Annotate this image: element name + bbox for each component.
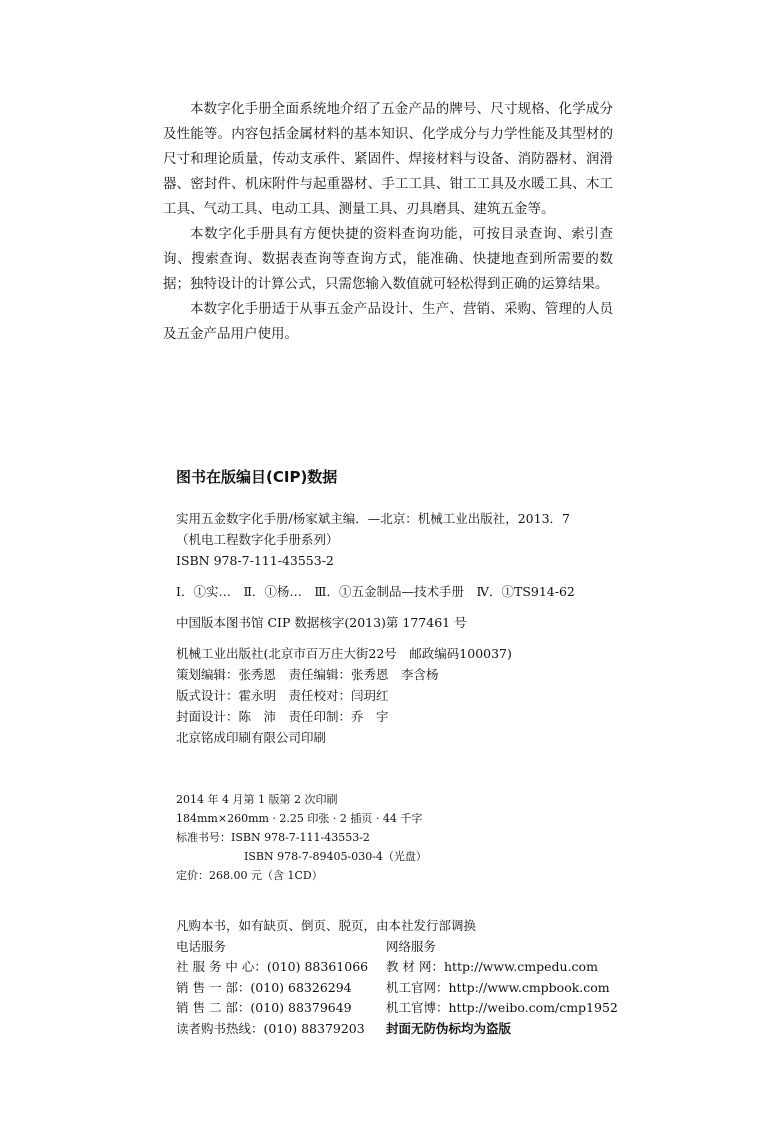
cip-title: 图书在版编目(CIP)数据 [176, 468, 338, 486]
format-line: 184mm×260mm · 2.25 印张 · 2 插页 · 44 千字 [176, 812, 423, 825]
cip-series-line: （机电工程数字化手册系列） [176, 532, 339, 547]
book-description [163, 97, 613, 347]
editors-line: 策划编辑：张秀恩 责任编辑：张秀恩 李含杨 [176, 667, 439, 682]
cip-classification: Ⅰ．①实… Ⅱ．①杨… Ⅲ．①五金制品—技术手册 Ⅳ．①TS914-62 [176, 584, 575, 599]
print-info [176, 790, 427, 885]
edition-line: 2014 年 4 月第 1 版第 2 次印刷 [176, 793, 338, 806]
web-entry: 机工官网：http://www.cmpbook.com [386, 979, 610, 995]
service-row [176, 978, 646, 999]
intro-paragraph: 本数字化手册全面系统地介绍了五金产品的牌号、尺寸规格、化学成分及性能等。内容包括金属材料的基本知识、化学成分与力学性能及其型材的尺寸和理论质量，传动支承件、紧固件、焊接材料与设备、消防器材、润滑器、密封件、机床附件与起重器材、手工工具、钳工工具及水暖工具、木工工具、气动工具、电动工具、测量工具、刃具磨具、建筑五金等。 [163, 101, 613, 217]
cip-bibliographic-line: 实用五金数字化手册/杨家斌主编．—北京：机械工业出版社，2013．7 [176, 511, 570, 526]
cip-number: 中国版本图书馆 CIP 数据核字(2013)第 177461 号 [176, 615, 467, 630]
web-entry: 机工官博：http://weibo.com/cmp1952 [386, 1000, 618, 1015]
phone-entry: 销 售 一 部：(010) 68326294 [176, 979, 352, 995]
publisher-line: 机械工业出版社(北京市百万庄大街22号 邮政编码100037) [176, 646, 512, 661]
anti-piracy-notice: 封面无防伪标均为盗版 [386, 1020, 512, 1036]
price-line: 定价：268.00 元（含 1CD） [176, 869, 323, 882]
isbn-cd-line: ISBN 978-7-89405-030-4（光盘） [244, 850, 427, 863]
web-service-header: 网络服务 [386, 938, 437, 954]
service-row [176, 1019, 646, 1040]
service-block [176, 916, 646, 1039]
phone-entry: 销 售 二 部：(010) 88379649 [176, 1000, 352, 1015]
phone-entry: 读者购书热线：(010) 88379203 [176, 1020, 365, 1036]
service-header-row [176, 937, 646, 958]
cip-block [176, 508, 626, 748]
isbn-label-line: 标准书号：ISBN 978-7-111-43553-2 [176, 831, 370, 844]
web-entry: 教 材 网：http://www.cmpedu.com [386, 959, 598, 974]
service-row [176, 998, 646, 1019]
phone-entry: 社 服 务 中 心：(010) 88361066 [176, 959, 369, 974]
printer-line: 北京铭成印刷有限公司印刷 [176, 730, 327, 745]
intro-paragraph: 本数字化手册适于从事五金产品设计、生产、营销、采购、管理的人员及五金产品用户使用。 [163, 301, 613, 342]
phone-service-header: 电话服务 [176, 938, 227, 954]
cip-isbn: ISBN 978-7-111-43553-2 [176, 553, 334, 568]
cover-line: 封面设计：陈 沛 责任印制：乔 宇 [176, 709, 389, 724]
design-line: 版式设计：霍永明 责任校对：闫玥红 [176, 688, 389, 703]
service-row [176, 957, 646, 978]
intro-paragraph: 本数字化手册具有方便快捷的资料查询功能，可按目录查询、索引查询、搜索查询、数据表查询等查询方式，能准确、快捷地查到所需要的数据；独特设计的计算公式，只需您输入数值就可轻松得到正确的运算结果。 [163, 226, 613, 292]
return-notice: 凡购本书，如有缺页、倒页、脱页，由本社发行部调换 [176, 918, 477, 933]
